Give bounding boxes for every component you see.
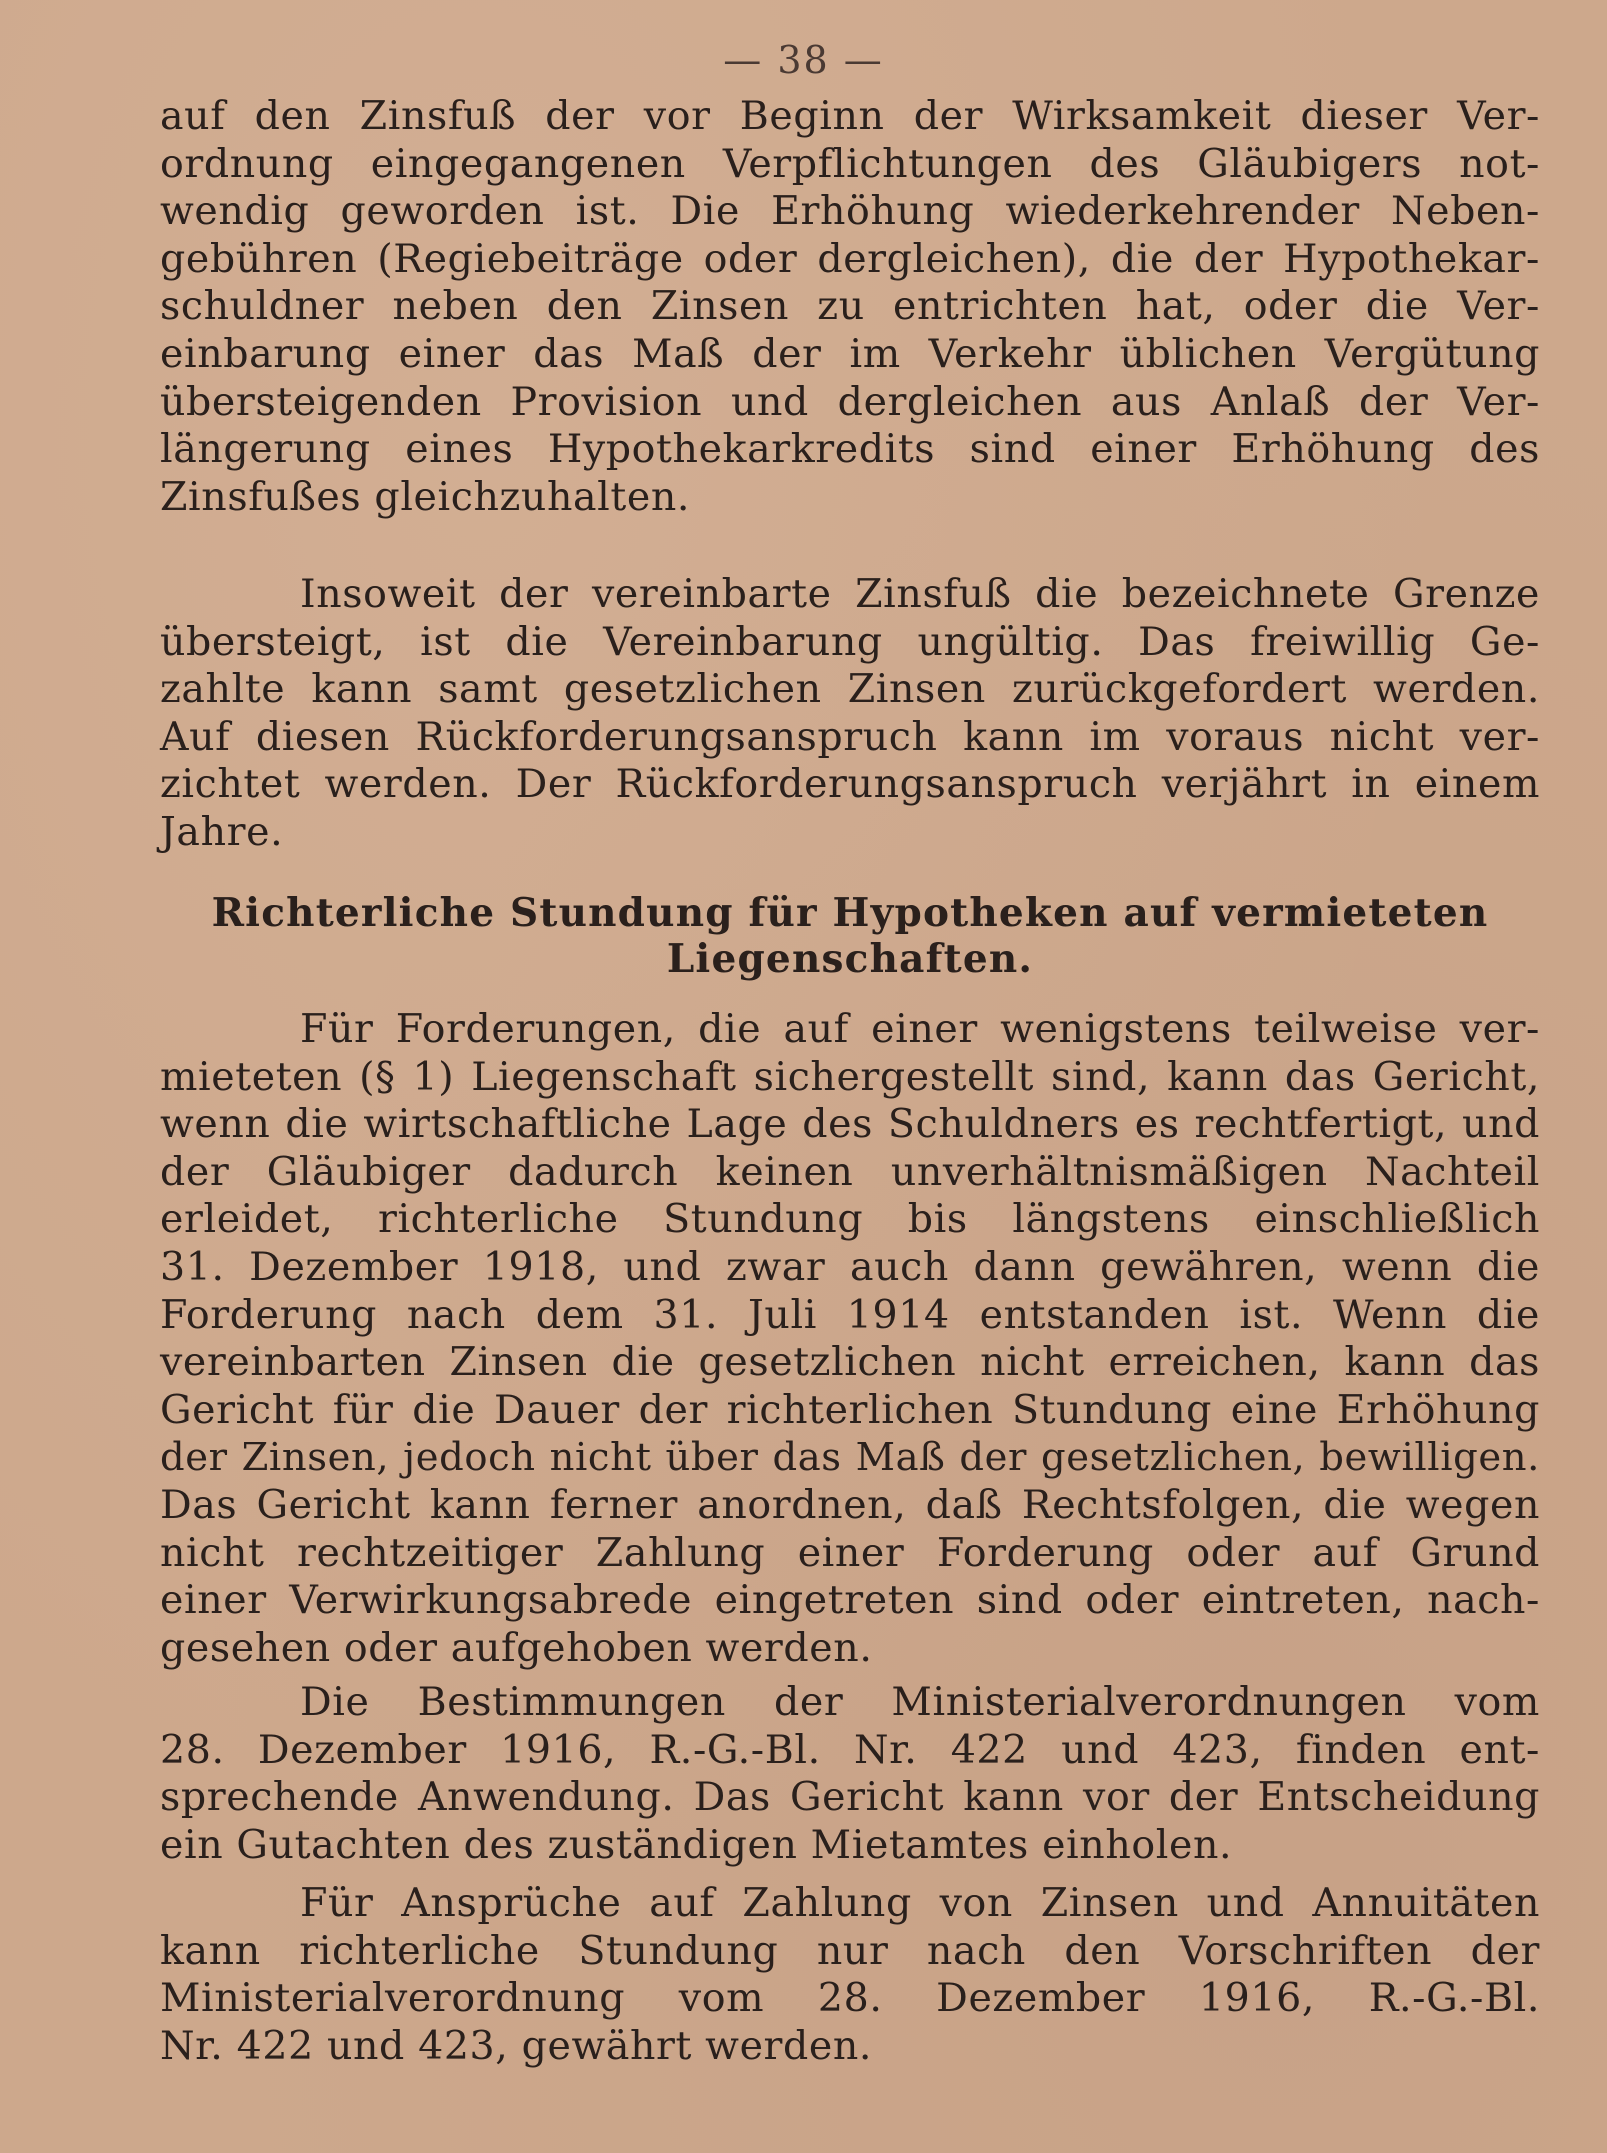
text-line: Zinsfußes gleichzuhalten.: [160, 473, 691, 520]
text-line: der Gläubiger dadurch keinen unverhältnismäßigen Nachteil: [160, 1148, 1540, 1195]
text-line: vereinbarten Zinsen die gesetzlichen nicht erreichen, kann das: [160, 1339, 1540, 1386]
text-line: gebühren (Regiebeiträge oder dergleichen), die der Hypothekar-: [160, 235, 1540, 282]
text-line: Für Forderungen, die auf einer wenigstens teilweise ver-: [300, 1006, 1540, 1052]
text-line: übersteigt, ist die Vereinbarung ungültig. Das freiwillig Ge-: [160, 618, 1540, 665]
text-line: auf den Zinsfuß der vor Beginn der Wirksamkeit dieser Ver-: [160, 93, 1540, 139]
text-line: mieteten (§ 1) Liegenschaft sichergestellt sind, kann das Gericht,: [160, 1053, 1540, 1100]
text-line: 31. Dezember 1918, und zwar auch dann gewähren, wenn die: [160, 1243, 1540, 1290]
text-line: Nr. 422 und 423, gewährt werden.: [160, 2022, 873, 2069]
text-line: Für Ansprüche auf Zahlung von Zinsen und Annuitäten: [300, 1880, 1540, 1926]
page-number: — 38 —: [723, 38, 884, 82]
text-line: ordnung eingegangenen Verpflichtungen des Gläubigers not-: [160, 140, 1540, 187]
heading-line: Richterliche Stundung für Hypotheken auf vermieteten: [211, 890, 1489, 936]
text-line: sprechende Anwendung. Das Gericht kann vor der Entscheidung: [160, 1774, 1540, 1821]
text-line: ein Gutachten des zuständigen Mietamtes einholen.: [160, 1821, 1233, 1868]
text-line: 28. Dezember 1916, R.-G.-Bl. Nr. 422 und 423, finden ent-: [160, 1726, 1540, 1773]
text-line: zahlte kann samt gesetzlichen Zinsen zurückgefordert werden.: [160, 666, 1540, 713]
text-line: zichtet werden. Der Rückforderungsanspruch verjährt in einem: [160, 761, 1540, 808]
paragraph-2: [160, 571, 1540, 857]
text-line: gesehen oder aufgehoben werden.: [160, 1624, 873, 1671]
text-line: schuldner neben den Zinsen zu entrichten hat, oder die Ver-: [160, 283, 1540, 330]
text-line: der Zinsen, jedoch nicht über das Maß der gesetzlichen, bewilligen.: [160, 1435, 1540, 1481]
text-line: Die Bestimmungen der Ministerialverordnungen vom: [300, 1679, 1540, 1725]
text-line: einbarung einer das Maß der im Verkehr üblichen Vergütung: [160, 330, 1540, 377]
text-line: nicht rechtzeitiger Zahlung einer Forderung oder auf Grund: [160, 1529, 1540, 1576]
section-heading: [160, 890, 1540, 982]
paragraph-3: [160, 1006, 1540, 1672]
text-line: übersteigenden Provision und dergleichen aus Anlaß der Ver-: [160, 378, 1540, 425]
text-line: Gericht für die Dauer der richterlichen Stundung eine Erhöhung: [160, 1386, 1540, 1433]
text-line: einer Verwirkungsabrede eingetreten sind oder eintreten, nach-: [160, 1577, 1540, 1624]
text-line: Das Gericht kann ferner anordnen, daß Rechtsfolgen, die wegen: [160, 1481, 1540, 1528]
text-line: Insoweit der vereinbarte Zinsfuß die bezeichnete Grenze: [300, 571, 1540, 617]
paragraph-1: [160, 93, 1540, 521]
heading-line: Liegenschaften.: [666, 936, 1034, 982]
text-line: wendig geworden ist. Die Erhöhung wiederkehrender Neben-: [160, 188, 1540, 235]
text-line: wenn die wirtschaftliche Lage des Schuldners es rechtfertigt, und: [160, 1101, 1540, 1148]
paragraph-4: [160, 1679, 1540, 1869]
text-line: kann richterliche Stundung nur nach den Vorschriften der: [160, 1927, 1540, 1974]
text-line: längerung eines Hypothekarkredits sind einer Erhöhung des: [160, 426, 1540, 473]
paragraph-5: [160, 1880, 1540, 2070]
text-line: Auf diesen Rückforderungsanspruch kann im voraus nicht ver-: [160, 713, 1540, 760]
text-line: Forderung nach dem 31. Juli 1914 entstanden ist. Wenn die: [160, 1291, 1540, 1338]
text-line: Ministerialverordnung vom 28. Dezember 1916, R.-G.-Bl.: [160, 1975, 1540, 2022]
text-line: Jahre.: [160, 808, 284, 855]
text-line: erleidet, richterliche Stundung bis längstens einschließlich: [160, 1196, 1540, 1243]
